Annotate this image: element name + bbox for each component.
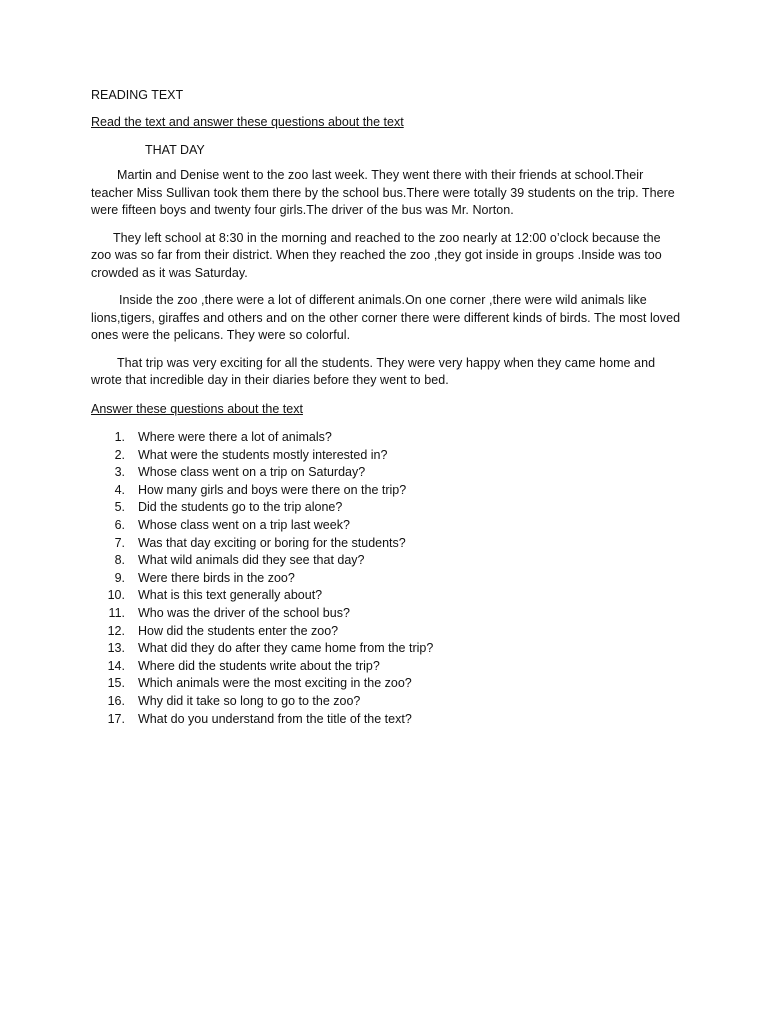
questions-list: [91, 429, 681, 728]
question-number: 16.: [107, 693, 125, 708]
story-paragraph-4: [91, 355, 681, 390]
question-number: 9.: [114, 570, 125, 585]
question-number: 4.: [114, 482, 125, 497]
question-number: 15.: [107, 676, 125, 691]
question-item: [91, 535, 681, 553]
question-text: Was that day exciting or boring for the students?: [138, 535, 406, 550]
question-item: [91, 482, 681, 500]
question-number: 5.: [114, 500, 125, 515]
question-number: 2.: [114, 447, 125, 462]
question-item: [91, 517, 681, 535]
question-item: [91, 499, 681, 517]
question-text: What is this text generally about?: [138, 588, 323, 603]
story-paragraph-2: [91, 230, 681, 283]
reading-instruction: Read the text and answer these questions about the text: [91, 115, 404, 129]
question-item: [91, 464, 681, 482]
question-number: 6.: [114, 517, 125, 532]
question-text: What were the students mostly interested in?: [138, 447, 388, 462]
question-item: [91, 447, 681, 465]
question-number: 8.: [114, 553, 125, 568]
document-heading: READING TEXT: [91, 88, 184, 102]
paragraph-text: They left school at 8:30 in the morning and reached to the zoo nearly at 12:00 o’clock because the zoo was so far from their district. When they reached the zoo ,they got inside in groups .Inside was too crowded as it was Saturday.: [91, 230, 662, 280]
question-item: [91, 711, 681, 729]
question-text: Whose class went on a trip on Saturday?: [138, 465, 366, 480]
question-item: [91, 570, 681, 588]
document-content: [91, 87, 681, 728]
question-number: 11.: [108, 605, 125, 620]
question-text: Did the students go to the trip alone?: [138, 500, 343, 515]
story-paragraph-1: [91, 167, 681, 220]
question-item: [91, 658, 681, 676]
question-item: [91, 640, 681, 658]
question-text: Were there birds in the zoo?: [138, 570, 295, 585]
question-text: What wild animals did they see that day?: [138, 553, 365, 568]
question-text: Whose class went on a trip last week?: [138, 517, 350, 532]
question-number: 1.: [114, 430, 125, 444]
questions-heading: Answer these questions about the text: [91, 401, 303, 416]
question-item: [91, 675, 681, 693]
question-item: [91, 693, 681, 711]
paragraph-text: That trip was very exciting for all the students. They were very happy when they came home and wrote that incredible day in their diaries before they went to bed.: [91, 355, 656, 387]
question-text: Which animals were the most exciting in the zoo?: [138, 676, 412, 691]
question-text: What do you understand from the title of the text?: [138, 711, 412, 726]
question-number: 7.: [114, 535, 125, 550]
question-text: Where did the students write about the trip?: [138, 658, 380, 673]
question-number: 17.: [107, 711, 125, 726]
question-text: Where were there a lot of animals?: [138, 430, 332, 444]
question-number: 13.: [107, 641, 125, 656]
paragraph-text: Martin and Denise went to the zoo last week. They went there with their friends at school.Their teacher Miss Sullivan took them there by the school bus.There were totally 39 students on the trip. There were fifteen boys and twenty four girls.The driver of the bus was Mr. Norton.: [91, 168, 675, 217]
question-item: [91, 623, 681, 641]
question-number: 10.: [107, 588, 125, 603]
question-number: 12.: [107, 623, 125, 638]
question-item: [91, 587, 681, 605]
question-text: How many girls and boys were there on the trip?: [138, 482, 407, 497]
story-title: THAT DAY: [145, 142, 205, 157]
question-number: 3.: [114, 465, 125, 480]
question-number: 14.: [107, 658, 125, 673]
paragraph-text: Inside the zoo ,there were a lot of different animals.On one corner ,there were wild animals like lions,tigers, giraffes and others and on the other corner there were different kinds of birds. The most loved ones were the pelicans. They were so colorful.: [91, 293, 681, 342]
question-item: [91, 429, 681, 447]
question-text: What did they do after they came home from the trip?: [138, 641, 434, 656]
question-text: Who was the driver of the school bus?: [138, 605, 350, 620]
question-item: [91, 552, 681, 570]
question-item: [91, 605, 681, 623]
story-paragraph-3: [91, 292, 681, 345]
question-text: How did the students enter the zoo?: [138, 623, 339, 638]
question-text: Why did it take so long to go to the zoo?: [138, 693, 361, 708]
